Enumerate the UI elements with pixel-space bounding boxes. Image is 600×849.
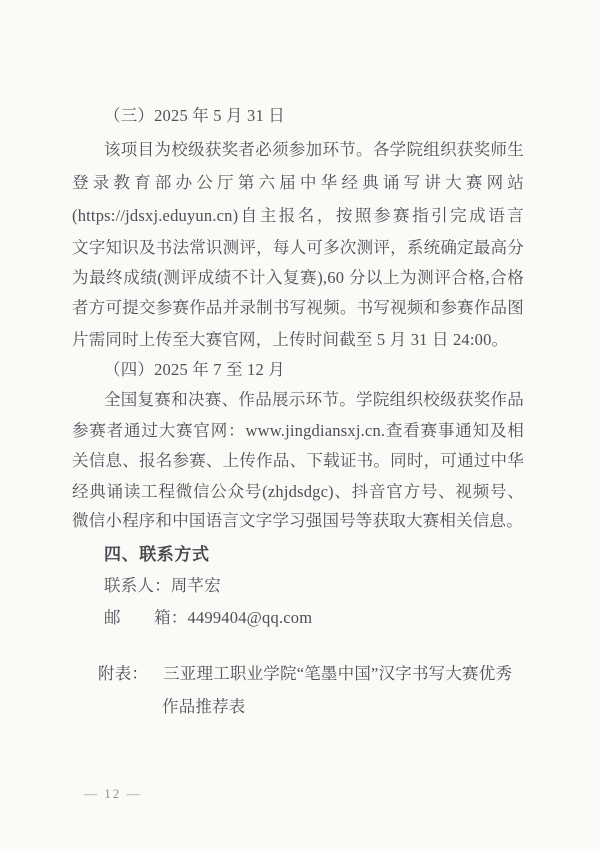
para1-line-1: 该项目为校级获奖者必须参加环节。各学院组织获奖师生 [104,140,524,159]
para2-line-3: 关信息、报名参赛、上传作品、下载证书。同时，可通过中华 [72,451,524,470]
para1-line-6: 者方可提交参赛作品并录制书写视频。书写视频和参赛作品图 [72,298,524,317]
contact-email-line [72,608,524,628]
para1-line-7: 片需同时上传至大赛官网，上传时间截至 5 月 31 日 24:00。 [72,330,509,349]
para1-line-4: 文字知识及书法常识测评，每人可多次测评，系统确定最高分 [72,238,524,257]
contact-email-value: 4499404@qq.com [187,608,313,627]
para2-line-1: 全国复赛和决赛、作品展示环节。学院组织校级获奖作品 [104,390,524,409]
contact-section-heading: 四、联系方式 [104,545,210,564]
para1-line-3: (https://jdsxj.eduyun.cn)自主报名，按照参赛指引完成语言 [72,206,524,225]
para2-line-2: 参赛者通过大赛官网：www.jingdiansxj.cn.查看赛事通知及相 [72,421,524,440]
attachment-title-part-1: 三亚理工职业学院“笔墨中国”汉字书写大赛优秀 [163,664,513,683]
section-4-heading: （四）2025 年 7 至 12 月 [104,360,285,379]
attachment-line-2: 作品推荐表 [162,697,246,716]
attachment-line-1 [72,664,524,684]
contact-person-line: 联系人：周芊宏 [104,576,221,595]
para2-line-4: 经典诵读工程微信公众号(zhjdsdgc)、抖音官方号、视频号、 [72,482,524,501]
para1-line-2: 登录教育部办公厅第六届中华经典诵写讲大赛网站 [72,173,524,192]
section-3-heading: （三）2025 年 5 月 31 日 [104,106,285,125]
contact-email-label: 邮 箱： [104,608,188,627]
page-number: — 12 — [84,786,142,801]
para2-line-5: 微信小程序和中国语言文字学习强国号等获取大赛相关信息。 [72,511,523,530]
attachment-label: 附表： [98,664,149,683]
para1-line-5: 为最终成绩(测评成绩不计入复赛),60 分以上为测评合格,合格 [72,268,524,287]
